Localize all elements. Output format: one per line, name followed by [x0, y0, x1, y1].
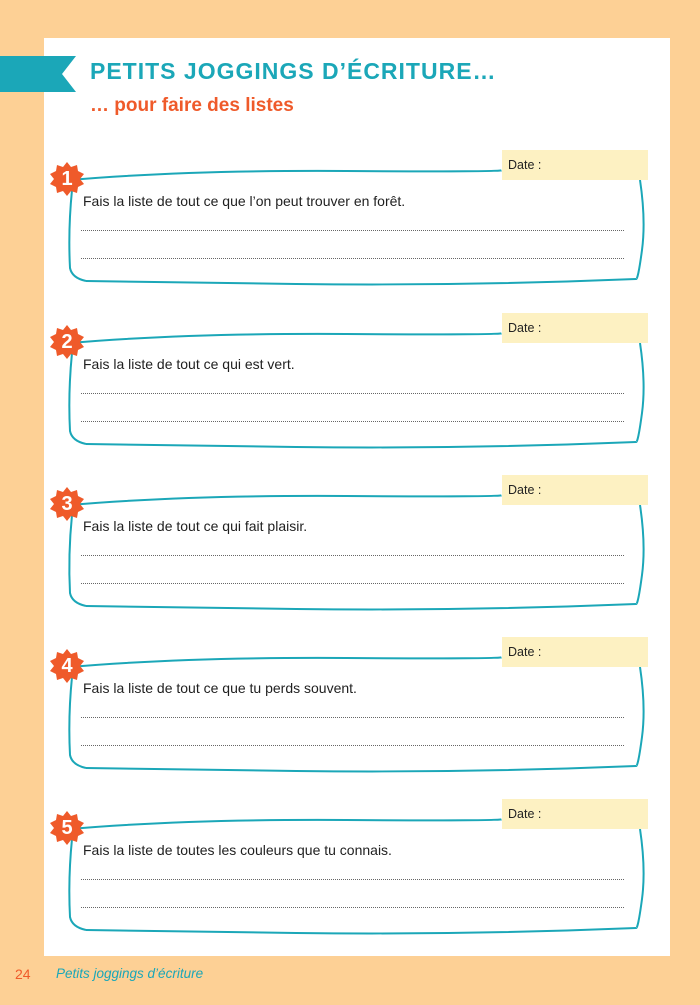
exercise-prompt: Fais la liste de tout ce que tu perds souvent.: [83, 680, 357, 696]
answer-line[interactable]: [81, 258, 624, 259]
answer-line[interactable]: [81, 583, 624, 584]
page-title: PETITS JOGGINGS D’ÉCRITURE…: [90, 58, 497, 84]
exercise-1: [46, 150, 650, 290]
date-field[interactable]: Date :: [502, 313, 648, 343]
answer-line[interactable]: [81, 745, 624, 746]
page-subtitle: … pour faire des listes: [90, 95, 294, 116]
date-field[interactable]: Date :: [502, 637, 648, 667]
badge-number: 4: [61, 655, 73, 677]
exercise-4: [46, 637, 650, 777]
badge-number: 5: [61, 817, 73, 839]
ribbon-banner: [0, 56, 76, 92]
answer-line[interactable]: [81, 230, 624, 231]
exercise-5: [46, 799, 650, 939]
date-field[interactable]: Date :: [502, 150, 648, 180]
footer-book-title: Petits joggings d’écriture: [56, 966, 204, 981]
answer-line[interactable]: [81, 555, 624, 556]
number-badge: [50, 325, 84, 359]
exercise-3: [46, 475, 650, 615]
answer-line[interactable]: [81, 879, 624, 880]
number-badge: [50, 811, 84, 845]
exercise-2: [46, 313, 650, 453]
badge-number: 1: [61, 168, 73, 190]
answer-line[interactable]: [81, 717, 624, 718]
badge-number: 2: [61, 331, 73, 353]
answer-line[interactable]: [81, 421, 624, 422]
date-field[interactable]: Date :: [502, 475, 648, 505]
date-field[interactable]: Date :: [502, 799, 648, 829]
exercise-prompt: Fais la liste de tout ce que l’on peut trouver en forêt.: [83, 193, 406, 209]
badge-number: 3: [61, 493, 73, 515]
number-badge: [50, 487, 84, 521]
answer-line[interactable]: [81, 393, 624, 394]
answer-line[interactable]: [81, 907, 624, 908]
exercise-prompt: Fais la liste de tout ce qui est vert.: [83, 356, 295, 372]
page-number: 24: [15, 966, 31, 982]
number-badge: [50, 162, 84, 196]
number-badge: [50, 649, 84, 683]
exercise-prompt: Fais la liste de tout ce qui fait plaisir.: [83, 518, 308, 534]
exercise-prompt: Fais la liste de toutes les couleurs que tu connais.: [83, 842, 392, 858]
